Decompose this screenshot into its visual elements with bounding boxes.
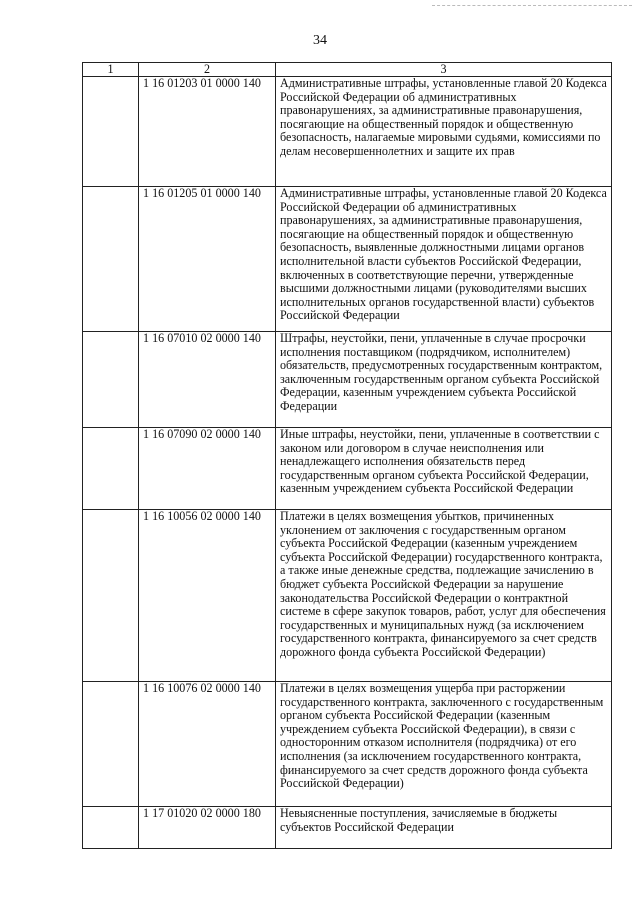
- income-code-cell: 1 16 10076 02 0000 140: [139, 682, 276, 807]
- table-row: [83, 807, 612, 849]
- column-header-2: 2: [139, 63, 276, 77]
- row-col1-cell: [83, 807, 139, 849]
- table-row: [83, 77, 612, 187]
- income-description-cell: Невыясненные поступления, зачисляемые в бюджеты субъектов Российской Федерации: [276, 807, 612, 849]
- row-col1-cell: [83, 332, 139, 428]
- income-description-cell: Платежи в целях возмещения убытков, причиненных уклонением от заключения с государственным органом субъекта Российской Федерации (казенным учреждением субъекта Российской Федерации) государственного контракта, а также иные денежные средства, подлежащие зачислению в бюджет субъекта Российской Федерации за нарушение законодательства Российской Федерации о контрактной системе в сфере закупок товаров, работ, услуг для обеспечения государственных и муниципальных нужд (за исключением государственного контракта, финансируемого за счет средств дорожного фонда субъекта Российской Федерации): [276, 510, 612, 682]
- row-col1-cell: [83, 77, 139, 187]
- row-col1-cell: [83, 682, 139, 807]
- table-row: [83, 510, 612, 682]
- table-row: [83, 682, 612, 807]
- income-code-cell: 1 16 10056 02 0000 140: [139, 510, 276, 682]
- row-col1-cell: [83, 187, 139, 332]
- column-header-1: 1: [83, 63, 139, 77]
- income-description-cell: Административные штрафы, установленные главой 20 Кодекса Российской Федерации об административных правонарушениях, за административные правонарушения, посягающие на общественный порядок и общественную безопасность, налагаемые мировыми судьями, комиссиями по делам несовершеннолетних и защите их прав: [276, 77, 612, 187]
- table-row: [83, 428, 612, 510]
- income-code-cell: 1 16 01205 01 0000 140: [139, 187, 276, 332]
- table-row: [83, 187, 612, 332]
- row-col1-cell: [83, 428, 139, 510]
- table-header-row: [83, 63, 612, 77]
- income-code-cell: 1 17 01020 02 0000 180: [139, 807, 276, 849]
- page-number: 34: [313, 33, 327, 48]
- income-description-cell: Платежи в целях возмещения ущерба при расторжении государственного контракта, заключенного с государственным органом субъекта Российской Федерации (казенным учреждением субъекта Российской Федерации), в связи с односторонним отказом исполнителя (подрядчика) от его исполнения (за исключением государственного контракта, финансируемого за счет средств дорожного фонда субъекта Российской Федерации): [276, 682, 612, 807]
- column-header-3: 3: [276, 63, 612, 77]
- table-row: [83, 332, 612, 428]
- scan-edge-mark: [432, 5, 632, 6]
- income-description-cell: Иные штрафы, неустойки, пени, уплаченные в соответствии с законом или договором в случае неисполнения или ненадлежащего исполнения обязательств перед государственным органом субъекта Российской Федерации, казенным учреждением субъекта Российской Федерации: [276, 428, 612, 510]
- income-code-cell: 1 16 07010 02 0000 140: [139, 332, 276, 428]
- income-code-cell: 1 16 07090 02 0000 140: [139, 428, 276, 510]
- row-col1-cell: [83, 510, 139, 682]
- income-code-cell: 1 16 01203 01 0000 140: [139, 77, 276, 187]
- income-description-cell: Административные штрафы, установленные главой 20 Кодекса Российской Федерации об административных правонарушениях, за административные правонарушения, посягающие на общественный порядок и общественную безопасность, выявленные должностными лицами органов исполнительной власти субъектов Российской Федерации, включенных в соответствующие перечни, утвержденные высшими должностными лицами (руководителями высших исполнительных органов государственной власти) субъектов Российской Федерации: [276, 187, 612, 332]
- budget-codes-table: [82, 62, 612, 849]
- income-description-cell: Штрафы, неустойки, пени, уплаченные в случае просрочки исполнения поставщиком (подрядчиком, исполнителем) обязательств, предусмотренных государственным контрактом, заключенным государственным органом субъекта Российской Федерации, казенным учреждением субъекта Российской Федерации: [276, 332, 612, 428]
